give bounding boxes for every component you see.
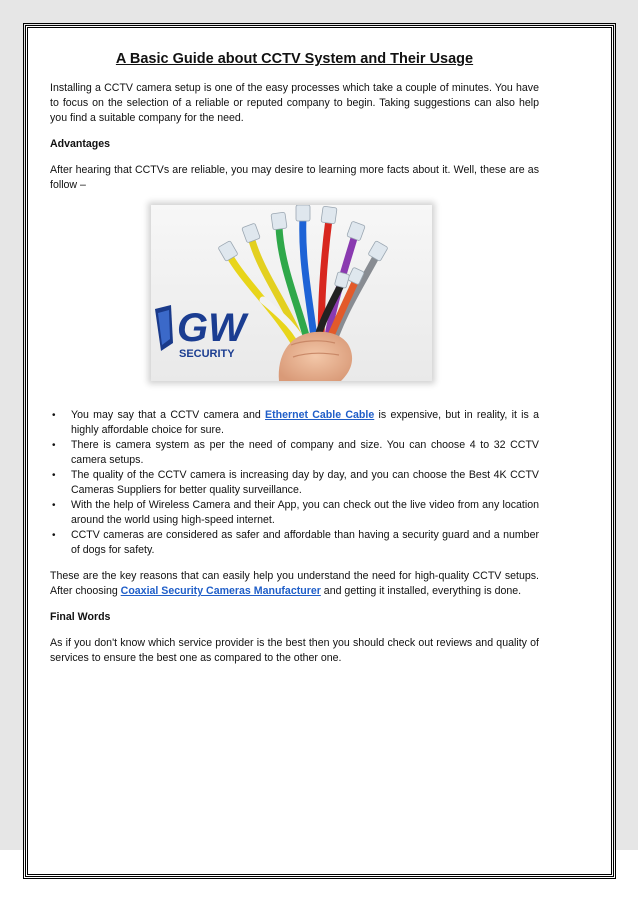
document-content bbox=[50, 50, 539, 677]
list-item-text: There is camera system as per the need of company and size. You can choose 4 to 32 CCTV camera setups. bbox=[71, 439, 539, 466]
list-item-text: CCTV cameras are considered as safer and affordable than having a security guard and a number of dogs for safety. bbox=[71, 529, 539, 556]
list-item bbox=[50, 528, 539, 558]
summary-text: and getting it installed, everything is done. bbox=[320, 585, 522, 597]
list-item bbox=[50, 498, 539, 528]
advantages-list bbox=[50, 408, 539, 558]
final-words-heading: Final Words bbox=[50, 611, 111, 623]
list-item-text: With the help of Wireless Camera and their App, you can check out the live video from any location around the world using high-speed internet. bbox=[71, 499, 539, 526]
summary-paragraph bbox=[50, 569, 539, 599]
ethernet-cables-illustration bbox=[151, 205, 432, 381]
bullet-icon: • bbox=[52, 530, 56, 541]
bullet-icon: • bbox=[52, 470, 56, 481]
list-item bbox=[50, 468, 539, 498]
final-words-paragraph: As if you don't know which service provider is the best then you should check out reviews and quality of services to ensure the best one as compared to the other one. bbox=[50, 637, 539, 664]
bullet-icon: • bbox=[52, 410, 56, 421]
bullet-icon: • bbox=[52, 500, 56, 511]
intro-paragraph: Installing a CCTV camera setup is one of the easy processes which take a couple of minutes. You have to focus on the selection of a reliable or reputed company to begin. Taking suggestions can also help you find a suitable company for the need. bbox=[50, 82, 539, 124]
security-logo-text: SECURITY bbox=[179, 348, 235, 360]
list-item-text: You may say that a CCTV camera and bbox=[71, 409, 266, 421]
list-item-text: is expensive, but in reality, it is a highly affordable choice for sure. bbox=[71, 409, 539, 436]
document-title: A Basic Guide about CCTV System and Their Usage bbox=[115, 51, 474, 67]
gw-logo-text: GW bbox=[177, 306, 246, 350]
list-item bbox=[50, 408, 539, 438]
ethernet-cables-image bbox=[151, 205, 432, 381]
list-item-text: The quality of the CCTV camera is increasing day by day, and you can choose the Best 4K CCTV Cameras Suppliers for better quality surveillance. bbox=[71, 469, 539, 496]
advantages-heading: Advantages bbox=[50, 138, 111, 150]
summary-text: These are the key reasons that can easily help you understand the need for high-quality CCTV setups. After choosing bbox=[50, 570, 539, 597]
coaxial-cameras-link[interactable]: Coaxial Security Cameras Manufacturer bbox=[120, 585, 321, 597]
list-item bbox=[50, 438, 539, 468]
advantages-intro-paragraph: After hearing that CCTVs are reliable, you may desire to learning more facts about it. Well, these are as follow – bbox=[50, 164, 539, 191]
ethernet-cable-link[interactable]: Ethernet Cable Cable bbox=[265, 409, 375, 421]
bullet-icon: • bbox=[52, 440, 56, 451]
